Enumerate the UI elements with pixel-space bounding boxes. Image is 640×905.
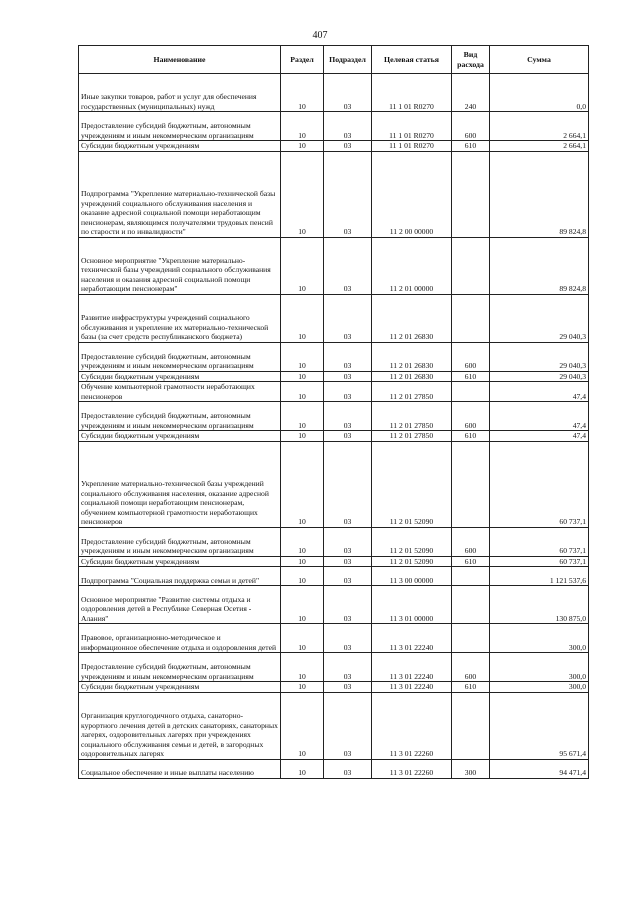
row-name-cell: Предоставление субсидий бюджетным, автономным учреждениям и иным некоммерческим организациям: [79, 402, 281, 431]
row-target-cell: 11 2 01 26830: [372, 294, 452, 342]
row-section-cell: 10: [281, 402, 324, 431]
row-name-cell: Правовое, организационно-методическое и информационное обеспечение отдыха и оздоровления детей: [79, 624, 281, 653]
page-number: 407: [312, 30, 328, 41]
header-sum: Сумма: [490, 46, 589, 74]
row-subsection-cell: 03: [324, 382, 372, 402]
row-sum-cell: 95 671,4: [490, 692, 589, 759]
row-subsection-cell: 03: [324, 431, 372, 442]
row-target-cell: 11 3 01 22260: [372, 759, 452, 778]
row-name-cell: Организация круглогодичного отдыха, санаторно-курортного лечения детей в детских санаториях, санаторных лагерях, оздоровительных лагерях при учреждениях социального обслуживания семьи и детей, в загородных оздоровительных лагерях: [79, 692, 281, 759]
row-name-cell: Субсидии бюджетным учреждениям: [79, 371, 281, 382]
table-row: [79, 294, 589, 342]
row-name-cell: Предоставление субсидий бюджетным, автономным учреждениям и иным некоммерческим организациям: [79, 112, 281, 141]
row-target-cell: 11 3 01 22240: [372, 682, 452, 693]
row-sum-cell: 60 737,1: [490, 556, 589, 567]
row-target-cell: 11 2 01 27850: [372, 382, 452, 402]
row-sum-cell: 300,0: [490, 624, 589, 653]
row-sum-cell: 29 040,3: [490, 371, 589, 382]
row-sum-cell: 0,0: [490, 74, 589, 112]
row-sum-cell: 89 824,8: [490, 151, 589, 237]
row-target-cell: 11 1 01 R0270: [372, 74, 452, 112]
row-section-cell: 10: [281, 371, 324, 382]
row-section-cell: 10: [281, 586, 324, 624]
row-name-cell: Иные закупки товаров, работ и услуг для обеспечения государственных (муниципальных) нужд: [79, 74, 281, 112]
row-subsection-cell: 03: [324, 342, 372, 371]
row-kind-cell: [452, 624, 490, 653]
row-kind-cell: 610: [452, 431, 490, 442]
row-section-cell: 10: [281, 431, 324, 442]
header-section: Раздел: [281, 46, 324, 74]
row-subsection-cell: 03: [324, 653, 372, 682]
row-section-cell: 10: [281, 682, 324, 693]
header-kind: Вид расхода: [452, 46, 490, 74]
row-section-cell: 10: [281, 151, 324, 237]
row-kind-cell: 600: [452, 527, 490, 556]
table-row: [79, 402, 589, 431]
row-section-cell: 10: [281, 141, 324, 152]
row-target-cell: 11 2 01 26830: [372, 371, 452, 382]
row-subsection-cell: 03: [324, 586, 372, 624]
table-row: [79, 692, 589, 759]
row-sum-cell: 300,0: [490, 682, 589, 693]
row-kind-cell: 610: [452, 371, 490, 382]
table-row: [79, 682, 589, 693]
row-kind-cell: [452, 151, 490, 237]
row-target-cell: 11 3 01 00000: [372, 586, 452, 624]
row-kind-cell: [452, 441, 490, 527]
row-section-cell: 10: [281, 342, 324, 371]
row-kind-cell: 600: [452, 653, 490, 682]
row-name-cell: Предоставление субсидий бюджетным, автономным учреждениям и иным некоммерческим организациям: [79, 527, 281, 556]
row-kind-cell: 610: [452, 682, 490, 693]
table-row: [79, 431, 589, 442]
row-kind-cell: 610: [452, 141, 490, 152]
row-subsection-cell: 03: [324, 371, 372, 382]
row-subsection-cell: 03: [324, 692, 372, 759]
row-kind-cell: 600: [452, 402, 490, 431]
row-target-cell: 11 1 01 R0270: [372, 112, 452, 141]
row-name-cell: Подпрограмма "Социальная поддержка семьи и детей": [79, 567, 281, 586]
row-target-cell: 11 2 01 27850: [372, 431, 452, 442]
row-name-cell: Предоставление субсидий бюджетным, автономным учреждениям и иным некоммерческим организациям: [79, 653, 281, 682]
table-row: [79, 441, 589, 527]
row-sum-cell: 300,0: [490, 653, 589, 682]
table-row: [79, 586, 589, 624]
row-kind-cell: [452, 586, 490, 624]
table-row: [79, 382, 589, 402]
row-sum-cell: 89 824,8: [490, 237, 589, 294]
table-row: [79, 759, 589, 778]
row-name-cell: Укрепление материально-технической базы учреждений социального обслуживания населения, оказание адресной социальной помощи неработающим пенсионерам, обучением компьютерной грамотности неработающих пенсионеров: [79, 441, 281, 527]
row-target-cell: 11 3 01 22240: [372, 624, 452, 653]
row-target-cell: 11 2 01 52090: [372, 527, 452, 556]
row-target-cell: 11 3 01 22240: [372, 653, 452, 682]
row-target-cell: 11 2 01 27850: [372, 402, 452, 431]
row-subsection-cell: 03: [324, 402, 372, 431]
row-subsection-cell: 03: [324, 151, 372, 237]
header-name: Наименование: [79, 46, 281, 74]
row-kind-cell: 300: [452, 759, 490, 778]
row-target-cell: 11 2 01 26830: [372, 342, 452, 371]
row-section-cell: 10: [281, 556, 324, 567]
row-subsection-cell: 03: [324, 237, 372, 294]
row-subsection-cell: 03: [324, 74, 372, 112]
row-sum-cell: 60 737,1: [490, 527, 589, 556]
row-target-cell: 11 2 01 52090: [372, 441, 452, 527]
row-name-cell: Субсидии бюджетным учреждениям: [79, 431, 281, 442]
row-name-cell: Развитие инфраструктуры учреждений социального обслуживания и укрепление их материально-технической базы (за счет средств республиканского бюджета): [79, 294, 281, 342]
row-section-cell: 10: [281, 527, 324, 556]
row-section-cell: 10: [281, 237, 324, 294]
row-name-cell: Основное мероприятие "Развитие системы отдыха и оздоровления детей в Республике Северная Осетия - Алания": [79, 586, 281, 624]
row-subsection-cell: 03: [324, 759, 372, 778]
row-name-cell: Подпрограмма "Укрепление материально-технической базы учреждений социального обслуживания населения и оказание адресной социальной помощи неработающим пенсионерам, являющимся получателями трудовых пенсий по старости и по инвалидности": [79, 151, 281, 237]
row-target-cell: 11 2 00 00000: [372, 151, 452, 237]
row-kind-cell: [452, 567, 490, 586]
table-row: [79, 237, 589, 294]
row-name-cell: Основное мероприятие "Укрепление материально-технической базы учреждений социального обслуживания населения и оказания адресной социальной помощи неработающим пенсионерам": [79, 237, 281, 294]
row-sum-cell: 94 471,4: [490, 759, 589, 778]
table-row: [79, 653, 589, 682]
row-sum-cell: 47,4: [490, 431, 589, 442]
row-kind-cell: [452, 692, 490, 759]
table-row: [79, 527, 589, 556]
row-sum-cell: 2 664,1: [490, 112, 589, 141]
row-subsection-cell: 03: [324, 556, 372, 567]
row-target-cell: 11 3 00 00000: [372, 567, 452, 586]
table-row: [79, 151, 589, 237]
row-subsection-cell: 03: [324, 441, 372, 527]
budget-table: [78, 45, 589, 779]
row-kind-cell: [452, 382, 490, 402]
table-header-row: [79, 46, 589, 74]
row-kind-cell: [452, 294, 490, 342]
row-name-cell: Субсидии бюджетным учреждениям: [79, 141, 281, 152]
row-section-cell: 10: [281, 567, 324, 586]
table-row: [79, 112, 589, 141]
table-row: [79, 556, 589, 567]
row-subsection-cell: 03: [324, 567, 372, 586]
row-sum-cell: 47,4: [490, 402, 589, 431]
row-section-cell: 10: [281, 759, 324, 778]
table-body: [79, 74, 589, 779]
row-section-cell: 10: [281, 382, 324, 402]
row-kind-cell: [452, 237, 490, 294]
row-subsection-cell: 03: [324, 624, 372, 653]
header-target: Целевая статья: [372, 46, 452, 74]
row-kind-cell: 240: [452, 74, 490, 112]
row-sum-cell: 29 040,3: [490, 294, 589, 342]
table-row: [79, 371, 589, 382]
row-sum-cell: 1 121 537,6: [490, 567, 589, 586]
row-sum-cell: 47,4: [490, 382, 589, 402]
row-sum-cell: 60 737,1: [490, 441, 589, 527]
row-target-cell: 11 1 01 R0270: [372, 141, 452, 152]
row-name-cell: Социальное обеспечение и иные выплаты населению: [79, 759, 281, 778]
header-subsection: Подраздел: [324, 46, 372, 74]
row-name-cell: Субсидии бюджетным учреждениям: [79, 556, 281, 567]
row-subsection-cell: 03: [324, 112, 372, 141]
row-name-cell: Предоставление субсидий бюджетным, автономным учреждениям и иным некоммерческим организациям: [79, 342, 281, 371]
row-section-cell: 10: [281, 692, 324, 759]
row-section-cell: 10: [281, 74, 324, 112]
row-subsection-cell: 03: [324, 527, 372, 556]
row-section-cell: 10: [281, 624, 324, 653]
table-row: [79, 567, 589, 586]
row-target-cell: 11 2 01 52090: [372, 556, 452, 567]
table-row: [79, 74, 589, 112]
row-kind-cell: 600: [452, 112, 490, 141]
row-name-cell: Обучение компьютерной грамотности неработающих пенсионеров: [79, 382, 281, 402]
row-section-cell: 10: [281, 653, 324, 682]
row-sum-cell: 29 040,3: [490, 342, 589, 371]
row-section-cell: 10: [281, 294, 324, 342]
row-sum-cell: 130 875,0: [490, 586, 589, 624]
row-target-cell: 11 2 01 00000: [372, 237, 452, 294]
row-name-cell: Субсидии бюджетным учреждениям: [79, 682, 281, 693]
row-sum-cell: 2 664,1: [490, 141, 589, 152]
row-kind-cell: 610: [452, 556, 490, 567]
row-subsection-cell: 03: [324, 141, 372, 152]
row-subsection-cell: 03: [324, 682, 372, 693]
row-kind-cell: 600: [452, 342, 490, 371]
row-target-cell: 11 3 01 22260: [372, 692, 452, 759]
table-row: [79, 342, 589, 371]
row-section-cell: 10: [281, 441, 324, 527]
table-row: [79, 624, 589, 653]
row-subsection-cell: 03: [324, 294, 372, 342]
row-section-cell: 10: [281, 112, 324, 141]
table-row: [79, 141, 589, 152]
